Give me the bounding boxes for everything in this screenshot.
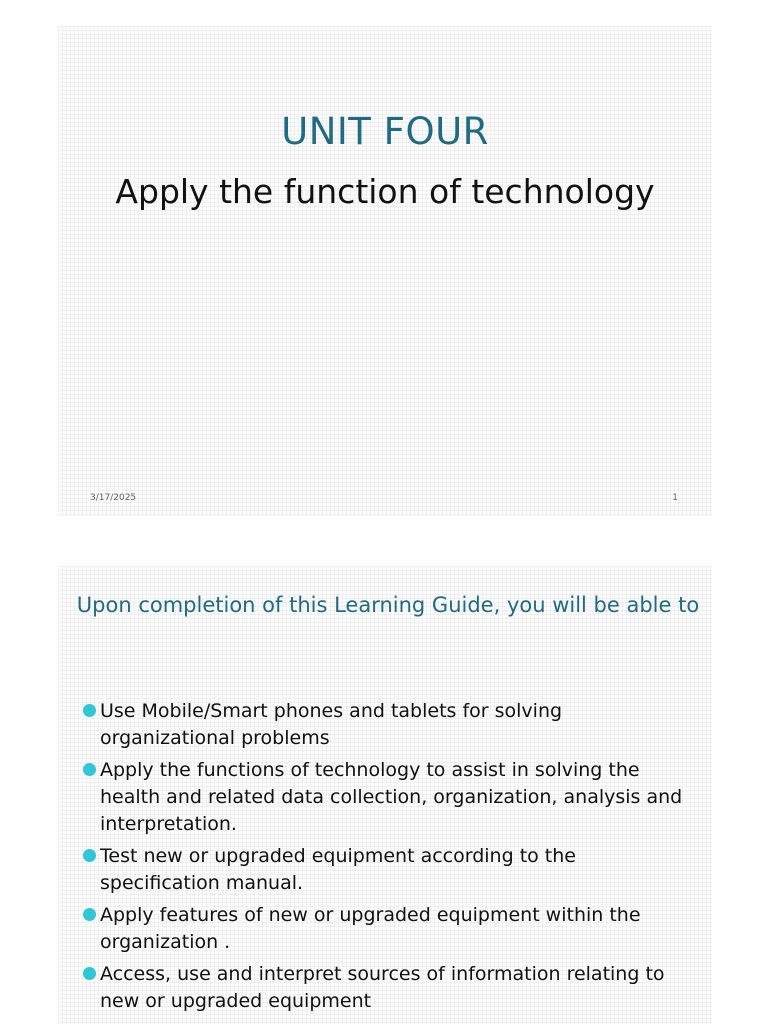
objectives-heading: Upon completion of this Learning Guide, you will be able to	[76, 593, 700, 617]
objectives-list	[80, 698, 700, 1020]
objectives-slide	[58, 566, 712, 1024]
slide-subtitle: Apply the function of technology	[115, 172, 655, 211]
list-item-text: Use Mobile/Smart phones and tablets for solving organizational problems	[100, 700, 563, 749]
slide-page-number: 1	[672, 493, 678, 503]
list-item	[80, 698, 700, 752]
bullet-dot-icon	[83, 908, 96, 921]
slide-date: 3/17/2025	[90, 493, 137, 503]
slide-title: UNIT FOUR	[281, 110, 489, 153]
list-item	[80, 902, 700, 956]
list-item-text: Apply features of new or upgraded equipment within the organization .	[100, 904, 641, 953]
bullet-dot-icon	[83, 849, 96, 862]
bullet-dot-icon	[83, 704, 96, 717]
bullet-dot-icon	[83, 763, 96, 776]
list-item-text: Access, use and interpret sources of information relating to new or upgraded equipment	[100, 963, 665, 1012]
list-item	[80, 757, 700, 838]
list-item	[80, 843, 700, 897]
title-slide	[58, 26, 712, 516]
bullet-dot-icon	[83, 967, 96, 980]
list-item	[80, 961, 700, 1015]
list-item-text: Test new or upgraded equipment according to the specification manual.	[100, 845, 576, 894]
list-item-text: Apply the functions of technology to assist in solving the health and related data collection, organization, analysis and interpretation.	[100, 759, 683, 835]
